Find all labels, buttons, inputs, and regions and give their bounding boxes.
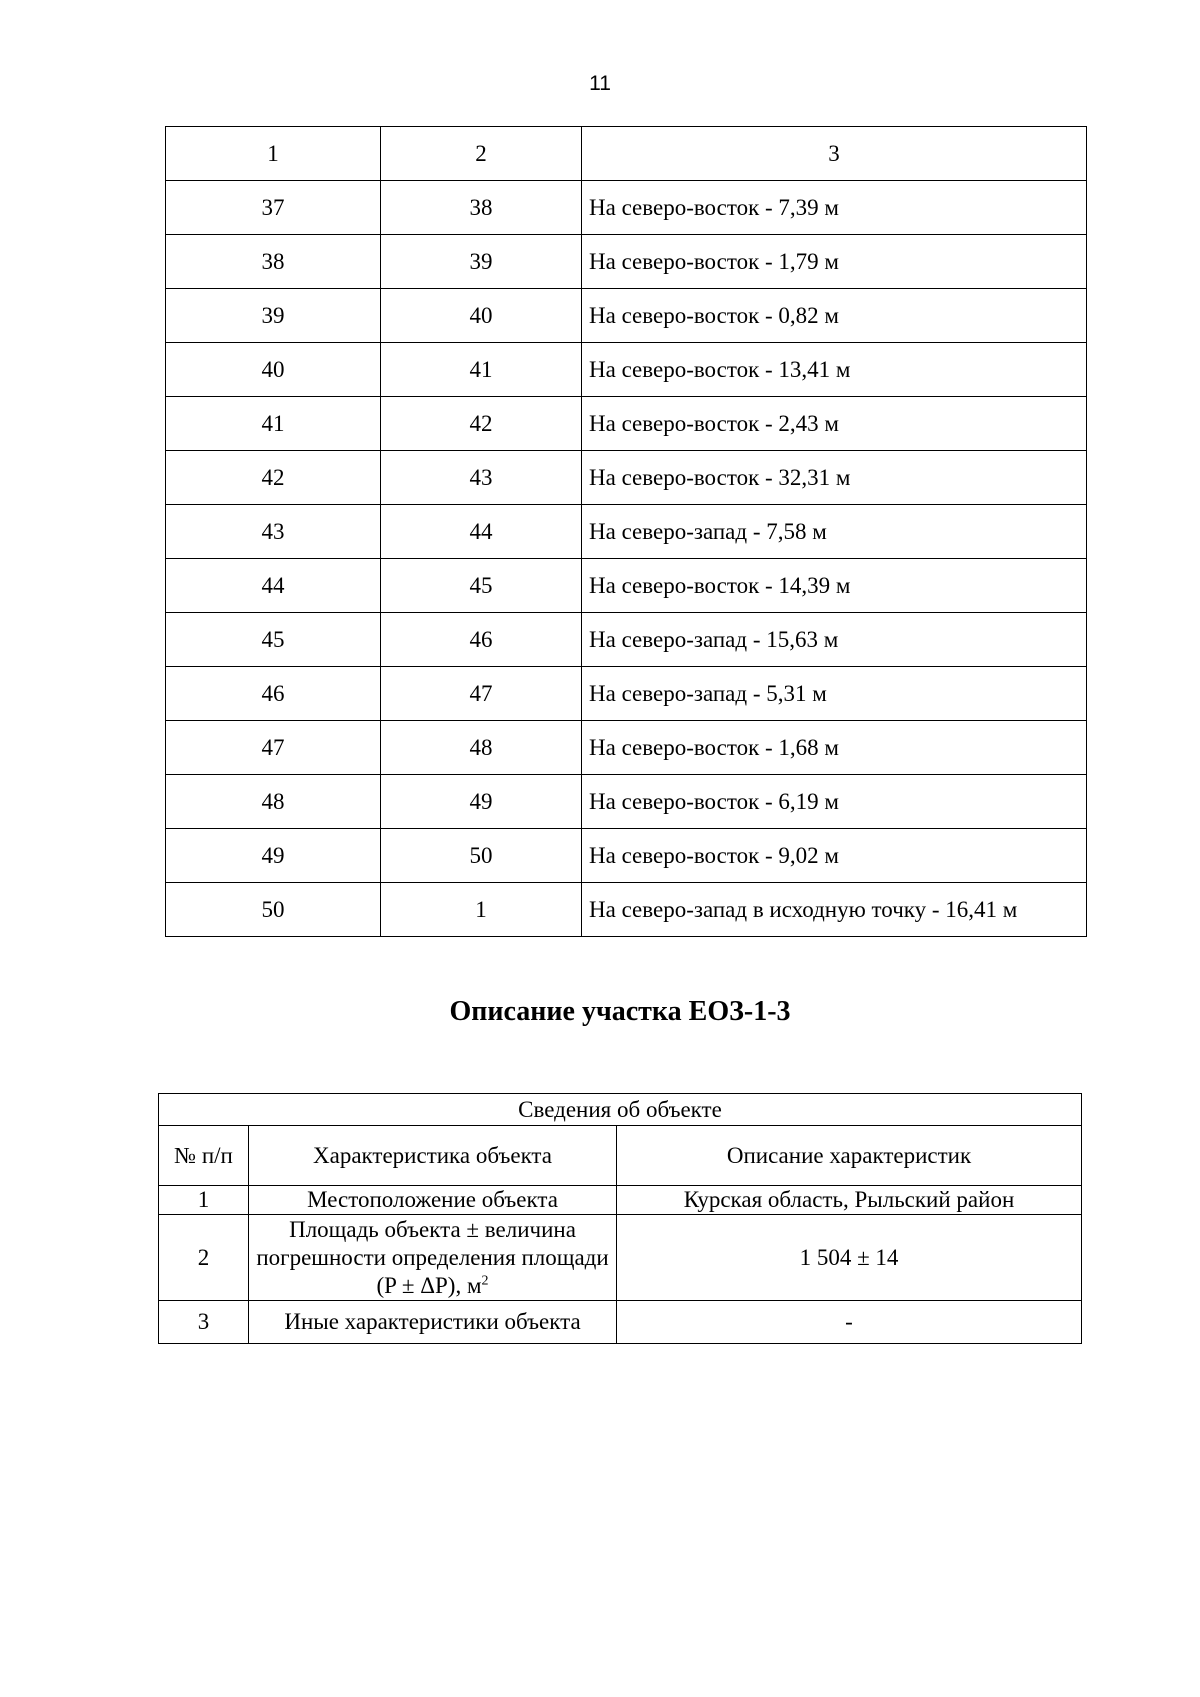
point-from-cell: 49 xyxy=(166,829,381,883)
table-row xyxy=(166,451,1087,505)
table-row xyxy=(166,289,1087,343)
row-characteristic xyxy=(249,1215,617,1301)
point-from-cell: 37 xyxy=(166,181,381,235)
point-to-cell: 43 xyxy=(381,451,582,505)
segment-description-cell: На северо-запад - 7,58 м xyxy=(582,505,1087,559)
segment-description-cell: На северо-восток - 9,02 м xyxy=(582,829,1087,883)
point-to-cell: 50 xyxy=(381,829,582,883)
row-description: 1 504 ± 14 xyxy=(617,1215,1082,1301)
point-from-cell: 44 xyxy=(166,559,381,613)
table-row xyxy=(159,1215,1082,1301)
segment-description-cell: На северо-восток - 13,41 м xyxy=(582,343,1087,397)
object-table-header-row xyxy=(159,1126,1082,1186)
section-title: Описание участка ЕОЗ-1-3 xyxy=(449,996,791,1027)
point-to-cell: 42 xyxy=(381,397,582,451)
table-row xyxy=(166,883,1087,937)
segment-description-cell: На северо-восток - 7,39 м xyxy=(582,181,1087,235)
row-number: 2 xyxy=(159,1215,249,1301)
segment-description-cell: На северо-восток - 1,79 м xyxy=(582,235,1087,289)
point-from-cell: 38 xyxy=(166,235,381,289)
table-row xyxy=(166,343,1087,397)
point-to-cell: 49 xyxy=(381,775,582,829)
point-from-cell: 46 xyxy=(166,667,381,721)
row-characteristic: Местоположение объекта xyxy=(249,1186,617,1215)
page-number: 11 xyxy=(589,72,611,95)
segment-description-cell: На северо-восток - 0,82 м xyxy=(582,289,1087,343)
segment-description-cell: На северо-восток - 14,39 м xyxy=(582,559,1087,613)
point-to-cell: 40 xyxy=(381,289,582,343)
table-row xyxy=(166,559,1087,613)
segment-description-cell: На северо-восток - 1,68 м xyxy=(582,721,1087,775)
point-to-cell: 47 xyxy=(381,667,582,721)
table-row xyxy=(166,829,1087,883)
point-to-cell: 38 xyxy=(381,181,582,235)
segment-description-cell: На северо-запад - 5,31 м xyxy=(582,667,1087,721)
segment-description-cell: На северо-запад в исходную точку - 16,41 м xyxy=(582,883,1087,937)
header-characteristic: Характеристика объекта xyxy=(249,1126,617,1186)
column-header-from: 1 xyxy=(166,127,381,181)
point-from-cell: 40 xyxy=(166,343,381,397)
boundary-table-body xyxy=(166,127,1087,937)
point-from-cell: 47 xyxy=(166,721,381,775)
column-header-description: 3 xyxy=(582,127,1087,181)
table-header-row xyxy=(166,127,1087,181)
area-characteristic-text: Площадь объекта ± величина погрешности определения площади (P ± ΔP), м xyxy=(256,1216,609,1298)
point-from-cell: 43 xyxy=(166,505,381,559)
segment-description-cell: На северо-запад - 15,63 м xyxy=(582,613,1087,667)
object-table-caption-row xyxy=(159,1094,1082,1126)
boundary-description-table xyxy=(165,126,1087,937)
point-to-cell: 44 xyxy=(381,505,582,559)
row-characteristic: Иные характеристики объекта xyxy=(249,1301,617,1344)
point-from-cell: 41 xyxy=(166,397,381,451)
header-number: № п/п xyxy=(159,1126,249,1186)
row-number: 3 xyxy=(159,1301,249,1344)
column-header-to: 2 xyxy=(381,127,582,181)
point-to-cell: 48 xyxy=(381,721,582,775)
table-row xyxy=(166,235,1087,289)
table-row xyxy=(166,613,1087,667)
table-row xyxy=(166,667,1087,721)
point-from-cell: 50 xyxy=(166,883,381,937)
point-to-cell: 46 xyxy=(381,613,582,667)
table-row xyxy=(166,505,1087,559)
point-from-cell: 45 xyxy=(166,613,381,667)
unit-superscript: 2 xyxy=(481,1272,489,1288)
point-from-cell: 48 xyxy=(166,775,381,829)
object-info-table xyxy=(158,1093,1082,1344)
segment-description-cell: На северо-восток - 2,43 м xyxy=(582,397,1087,451)
row-number: 1 xyxy=(159,1186,249,1215)
point-to-cell: 39 xyxy=(381,235,582,289)
table-row xyxy=(166,397,1087,451)
point-to-cell: 45 xyxy=(381,559,582,613)
table-row xyxy=(159,1301,1082,1344)
point-from-cell: 39 xyxy=(166,289,381,343)
table-row xyxy=(166,721,1087,775)
segment-description-cell: На северо-восток - 6,19 м xyxy=(582,775,1087,829)
row-description: - xyxy=(617,1301,1082,1344)
point-to-cell: 41 xyxy=(381,343,582,397)
point-from-cell: 42 xyxy=(166,451,381,505)
object-table-caption: Сведения об объекте xyxy=(159,1094,1082,1126)
table-row xyxy=(166,181,1087,235)
point-to-cell: 1 xyxy=(381,883,582,937)
segment-description-cell: На северо-восток - 32,31 м xyxy=(582,451,1087,505)
header-description: Описание характеристик xyxy=(617,1126,1082,1186)
table-row xyxy=(159,1186,1082,1215)
row-description: Курская область, Рыльский район xyxy=(617,1186,1082,1215)
table-row xyxy=(166,775,1087,829)
